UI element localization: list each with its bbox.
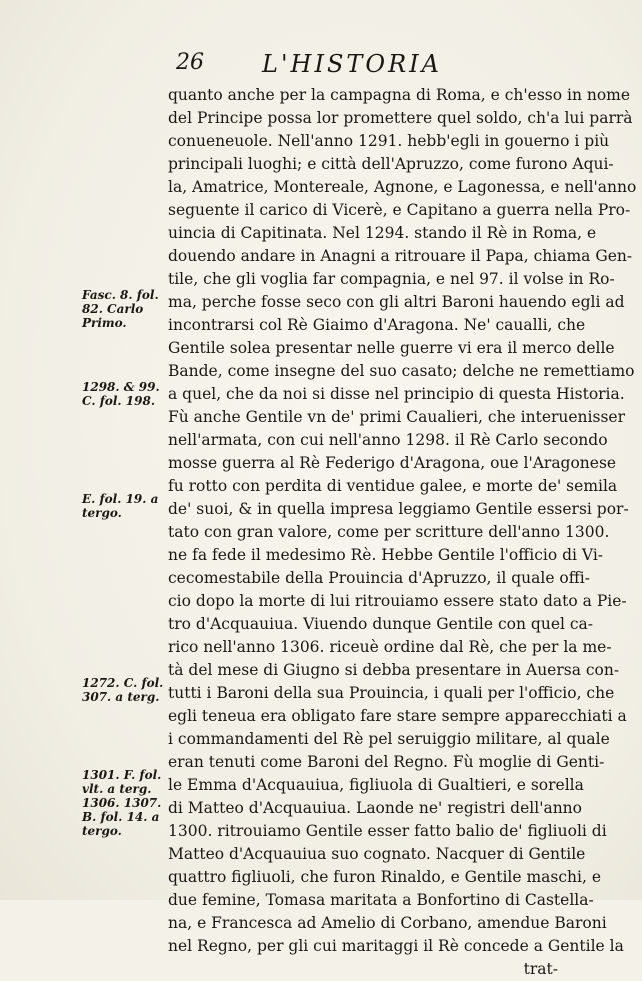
text-line: Gentile solea presentar nelle guerre vi era il merco delle [168,339,615,357]
margin-note-line: C. fol. 198. [82,394,156,408]
margin-note-line: 307. a terg. [82,690,160,704]
text-line: principali luoghi; e città dell'Apruzzo, come furono Aqui- [168,155,614,173]
text-line: tutti i Baroni della sua Prouincia, i quali per l'officio, che [168,684,615,702]
text-line: de' suoi, & in quella impresa leggiamo Gentile essersi por- [168,500,629,518]
text-line: tà del mese di Giugno si debba presentare in Auersa con- [168,661,620,679]
margin-note-line: 1301. F. fol. [82,768,162,782]
text-line: nell'armata, con cui nell'anno 1298. il Rè Carlo secondo [168,431,608,449]
text-line: quattro figliuoli, che furon Rinaldo, e Gentile maschi, e [168,868,602,886]
page-number: 26 [176,50,204,75]
text-line: tro d'Acquauiua. Viuendo dunque Gentile con quel ca- [168,615,594,633]
margin-note-line: tergo. [82,824,122,838]
margin-note-line: B. fol. 14. a [82,810,160,824]
text-line: incontrarsi col Rè Giaimo d'Aragona. Ne' caualli, che [168,316,586,334]
text-line: mosse guerra al Rè Federigo d'Aragona, oue l'Aragonese [168,454,617,472]
text-line: ne fa fede il medesimo Rè. Hebbe Gentile l'officio di Vi- [168,546,604,564]
margin-note [82,768,166,838]
main-text-block [168,84,637,981]
text-line: di Matteo d'Acquauiua. Laonde ne' registri dell'anno [168,799,582,817]
text-line: la, Amatrice, Montereale, Agnone, e Lagonessa, e nell'anno [168,178,637,196]
margin-note-line: 82. Carlo [82,302,144,316]
text-line: a quel, che da noi si disse nel principio di questa Historia. [168,385,625,403]
catchword: trat- [523,960,558,978]
text-line: eran tenuti come Baroni del Regno. Fù moglie di Genti- [168,753,605,771]
text-line: cio dopo la morte di lui ritrouiamo essere stato dato a Pie- [168,592,627,610]
text-line: na, e Francesca ad Amelio di Corbano, amendue Baroni [168,914,607,932]
text-line: due femine, Tomasa maritata a Bonfortino di Castella- [168,891,594,909]
text-line: rico nell'anno 1306. riceuè ordine dal Rè, che per la me- [168,638,612,656]
text-line: del Principe possa lor promettere quel soldo, ch'a lui parrà [168,109,633,127]
margin-note [82,380,166,408]
margin-note-line: tergo. [82,506,122,520]
text-line: douendo andare in Anagni a ritrouare il Papa, chiama Gen- [168,247,633,265]
text-line: conueneuole. Nell'anno 1291. hebb'egli in gouerno i più [168,132,610,150]
text-line: quanto anche per la campagna di Roma, e ch'esso in nome [168,86,631,104]
text-line: ma, perche fosse seco con gli altri Baroni hauendo egli ad [168,293,625,311]
text-line: Bande, come insegne del suo casato; delche ne remettiamo [168,362,635,380]
margin-note-line: 1306. 1307. [82,796,162,810]
text-line: Fù anche Gentile vn de' primi Caualieri, che interuenisser [168,408,625,426]
text-line: tato con gran valore, come per scritture dell'anno 1300. [168,523,610,541]
margin-note [82,288,166,330]
running-title: L'HISTORIA [262,50,442,78]
text-line: le Emma d'Acquauiua, figliuola di Gualtieri, e sorella [168,776,584,794]
text-line: egli teneua era obligato fare stare sempre apparecchiati a [168,707,627,725]
text-line: cecomestabile della Prouincia d'Apruzzo, il quale offi- [168,569,590,587]
text-line: 1300. ritrouiamo Gentile esser fatto balio de' figliuoli di [168,822,607,840]
text-line: seguente il carico di Vicerè, e Capitano a guerra nella Pro- [168,201,631,219]
margin-note-line: 1298. & 99. [82,380,160,394]
margin-note-line: vlt. a terg. [82,782,152,796]
text-line: fu rotto con perdita di ventidue galee, e morte de' semila [168,477,618,495]
text-line: uincia di Capitinata. Nel 1294. stando il Rè in Roma, e [168,224,597,242]
text-line: nel Regno, per gli cui maritaggi il Rè concede a Gentile la [168,937,624,955]
margin-note [82,676,166,704]
margin-note-line: E. fol. 19. a [82,492,159,506]
margin-note [82,492,166,520]
text-line: Matteo d'Acquauiua suo cognato. Nacquer di Gentile [168,845,586,863]
text-line: tile, che gli voglia far compagnia, e nel 97. il volse in Ro- [168,270,615,288]
margin-note-line: Fasc. 8. fol. [82,288,159,302]
margin-note-line: 1272. C. fol. [82,676,164,690]
text-line: i commandamenti del Rè pel seruiggio militare, al quale [168,730,610,748]
margin-note-line: Primo. [82,316,127,330]
